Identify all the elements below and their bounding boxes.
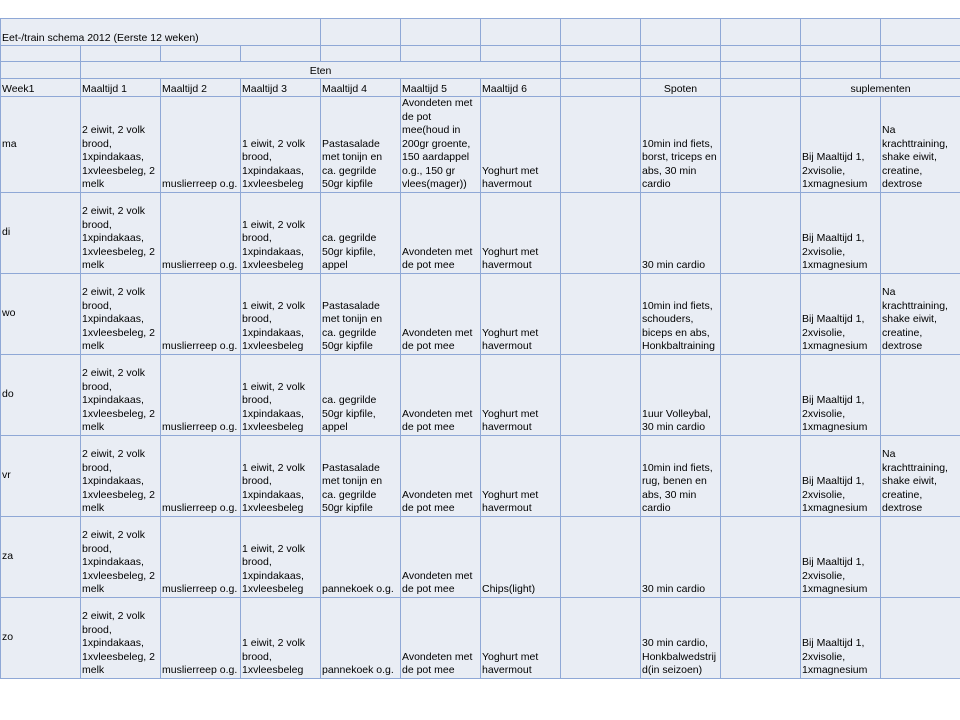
header-week[interactable]: Week1 <box>1 79 81 97</box>
maaltijd-3-cell[interactable]: 1 eiwit, 2 volk brood, 1xpindakaas, 1xvleesbeleg <box>241 273 321 354</box>
cell[interactable] <box>641 46 721 62</box>
day-row <box>1 597 960 678</box>
cell[interactable] <box>401 46 481 62</box>
cell[interactable] <box>721 354 801 435</box>
suplementen-1-cell[interactable]: Bij Maaltijd 1, 2xvisolie, 1xmagnesium <box>801 97 881 193</box>
blank-row <box>1 46 960 62</box>
maaltijd-3-cell[interactable]: 1 eiwit, 2 volk brood, 1xpindakaas, 1xvleesbeleg <box>241 435 321 516</box>
maaltijd-6-cell[interactable]: Yoghurt met havermout <box>481 97 561 193</box>
maaltijd-6-cell[interactable]: Yoghurt met havermout <box>481 273 561 354</box>
maaltijd-4-cell[interactable]: ca. gegrilde 50gr kipfile, appel <box>321 354 401 435</box>
maaltijd-1-cell[interactable]: 2 eiwit, 2 volk brood, 1xpindakaas, 1xvleesbeleg, 2 melk <box>81 354 161 435</box>
cell[interactable] <box>561 97 641 193</box>
maaltijd-2-cell[interactable]: muslierreep o.g. <box>161 97 241 193</box>
day-row <box>1 516 960 597</box>
suplementen-2-cell[interactable]: Na krachttraining, shake eiwit, creatine, dextrose <box>881 435 960 516</box>
cell[interactable] <box>561 516 641 597</box>
maaltijd-5-cell[interactable]: Avondeten met de pot mee(houd in 200gr groente, 150 aardappel o.g., 150 gr vlees(mager)) <box>401 97 481 193</box>
maaltijd-1-cell[interactable]: 2 eiwit, 2 volk brood, 1xpindakaas, 1xvleesbeleg, 2 melk <box>81 516 161 597</box>
maaltijd-2-cell[interactable]: muslierreep o.g. <box>161 435 241 516</box>
cell[interactable] <box>641 62 721 79</box>
maaltijd-5-cell[interactable]: Avondeten met de pot mee <box>401 273 481 354</box>
maaltijd-4-cell[interactable]: ca. gegrilde 50gr kipfile, appel <box>321 192 401 273</box>
day-label[interactable]: di <box>1 192 81 273</box>
spoten-cell[interactable]: 10min ind fiets, borst, triceps en abs, 30 min cardio <box>641 97 721 193</box>
maaltijd-1-cell[interactable]: 2 eiwit, 2 volk brood, 1xpindakaas, 1xvleesbeleg, 2 melk <box>81 435 161 516</box>
cell[interactable] <box>241 46 321 62</box>
header-maaltijd-5[interactable]: Maaltijd 5 <box>401 79 481 97</box>
maaltijd-1-cell[interactable]: 2 eiwit, 2 volk brood, 1xpindakaas, 1xvleesbeleg, 2 melk <box>81 97 161 193</box>
suplementen-1-cell[interactable]: Bij Maaltijd 1, 2xvisolie, 1xmagnesium <box>801 192 881 273</box>
sheet-title[interactable]: Eet-/train schema 2012 (Eerste 12 weken) <box>1 19 321 46</box>
maaltijd-3-cell[interactable]: 1 eiwit, 2 volk brood, 1xpindakaas, 1xvleesbeleg <box>241 192 321 273</box>
maaltijd-2-cell[interactable]: muslierreep o.g. <box>161 516 241 597</box>
cell[interactable] <box>721 97 801 193</box>
maaltijd-2-cell[interactable]: muslierreep o.g. <box>161 597 241 678</box>
cell[interactable] <box>561 46 641 62</box>
eten-header[interactable]: Eten <box>81 62 561 79</box>
cell[interactable] <box>801 46 881 62</box>
cell[interactable] <box>481 19 561 46</box>
cell[interactable] <box>721 46 801 62</box>
maaltijd-2-cell[interactable]: muslierreep o.g. <box>161 354 241 435</box>
day-row <box>1 354 960 435</box>
maaltijd-6-cell[interactable]: Yoghurt met havermout <box>481 354 561 435</box>
day-row <box>1 273 960 354</box>
cell[interactable] <box>641 19 721 46</box>
spoten-cell[interactable]: 30 min cardio <box>641 516 721 597</box>
cell[interactable] <box>1 62 81 79</box>
day-label[interactable]: wo <box>1 273 81 354</box>
cell[interactable] <box>721 435 801 516</box>
day-row <box>1 435 960 516</box>
suplementen-1-cell[interactable]: Bij Maaltijd 1, 2xvisolie, 1xmagnesium <box>801 597 881 678</box>
spoten-cell[interactable]: 10min ind fiets, rug, benen en abs, 30 min cardio <box>641 435 721 516</box>
cell[interactable] <box>561 354 641 435</box>
cell[interactable] <box>881 62 960 79</box>
suplementen-2-cell[interactable] <box>881 192 960 273</box>
title-row <box>1 19 960 46</box>
maaltijd-2-cell[interactable]: muslierreep o.g. <box>161 273 241 354</box>
cell[interactable] <box>161 46 241 62</box>
cell[interactable] <box>721 79 801 97</box>
day-row <box>1 97 960 193</box>
maaltijd-6-cell[interactable]: Chips(light) <box>481 516 561 597</box>
maaltijd-4-cell[interactable]: Pastasalade met tonijn en ca. gegrilde 50gr kipfile <box>321 435 401 516</box>
maaltijd-3-cell[interactable]: 1 eiwit, 2 volk brood, 1xpindakaas, 1xvleesbeleg <box>241 97 321 193</box>
maaltijd-3-cell[interactable]: 1 eiwit, 2 volk brood, 1xpindakaas, 1xvleesbeleg <box>241 516 321 597</box>
cell[interactable] <box>721 516 801 597</box>
cell[interactable] <box>561 435 641 516</box>
maaltijd-4-cell[interactable]: Pastasalade met tonijn en ca. gegrilde 50gr kipfile <box>321 273 401 354</box>
maaltijd-4-cell[interactable]: Pastasalade met tonijn en ca. gegrilde 50gr kipfile <box>321 97 401 193</box>
suplementen-2-cell[interactable] <box>881 597 960 678</box>
suplementen-2-cell[interactable]: Na krachttraining, shake eiwit, creatine, dextrose <box>881 97 960 193</box>
cell[interactable] <box>561 597 641 678</box>
cell[interactable] <box>721 62 801 79</box>
cell[interactable] <box>801 62 881 79</box>
day-label[interactable]: za <box>1 516 81 597</box>
maaltijd-5-cell[interactable]: Avondeten met de pot mee <box>401 435 481 516</box>
header-row <box>1 79 960 97</box>
maaltijd-6-cell[interactable]: Yoghurt met havermout <box>481 597 561 678</box>
maaltijd-6-cell[interactable]: Yoghurt met havermout <box>481 192 561 273</box>
cell[interactable] <box>321 19 401 46</box>
spoten-cell[interactable]: 30 min cardio, Honkbalwedstrijd(in seizoen) <box>641 597 721 678</box>
day-label[interactable]: do <box>1 354 81 435</box>
spoten-cell[interactable]: 1uur Volleybal, 30 min cardio <box>641 354 721 435</box>
maaltijd-6-cell[interactable]: Yoghurt met havermout <box>481 435 561 516</box>
header-maaltijd-6[interactable]: Maaltijd 6 <box>481 79 561 97</box>
maaltijd-3-cell[interactable]: 1 eiwit, 2 volk brood, 1xvleesbeleg <box>241 597 321 678</box>
suplementen-1-cell[interactable]: Bij Maaltijd 1, 2xvisolie, 1xmagnesium <box>801 354 881 435</box>
maaltijd-3-cell[interactable]: 1 eiwit, 2 volk brood, 1xpindakaas, 1xvleesbeleg <box>241 354 321 435</box>
cell[interactable] <box>481 46 561 62</box>
cell[interactable] <box>561 62 641 79</box>
header-maaltijd-2[interactable]: Maaltijd 2 <box>161 79 241 97</box>
cell[interactable] <box>561 273 641 354</box>
suplementen-1-cell[interactable]: Bij Maaltijd 1, 2xvisolie, 1xmagnesium <box>801 516 881 597</box>
suplementen-2-cell[interactable] <box>881 354 960 435</box>
day-label[interactable]: zo <box>1 597 81 678</box>
suplementen-2-cell[interactable] <box>881 516 960 597</box>
cell[interactable] <box>881 46 960 62</box>
cell[interactable] <box>321 46 401 62</box>
cell[interactable] <box>561 192 641 273</box>
maaltijd-5-cell[interactable]: Avondeten met de pot mee <box>401 192 481 273</box>
cell[interactable] <box>561 19 641 46</box>
maaltijd-4-cell[interactable]: pannekoek o.g. <box>321 597 401 678</box>
maaltijd-4-cell[interactable]: pannekoek o.g. <box>321 516 401 597</box>
suplementen-2-cell[interactable]: Na krachttraining, shake eiwit, creatine, dextrose <box>881 273 960 354</box>
header-spoten[interactable]: Spoten <box>641 79 721 97</box>
cell[interactable] <box>721 273 801 354</box>
maaltijd-1-cell[interactable]: 2 eiwit, 2 volk brood, 1xpindakaas, 1xvleesbeleg, 2 melk <box>81 273 161 354</box>
eten-row <box>1 62 960 79</box>
cell[interactable] <box>721 19 801 46</box>
suplementen-1-cell[interactable]: Bij Maaltijd 1, 2xvisolie, 1xmagnesium <box>801 435 881 516</box>
cell[interactable] <box>561 79 641 97</box>
day-label[interactable]: ma <box>1 97 81 193</box>
cell[interactable] <box>401 19 481 46</box>
spoten-cell[interactable]: 10min ind fiets, schouders, biceps en abs, Honkbaltraining <box>641 273 721 354</box>
header-maaltijd-3[interactable]: Maaltijd 3 <box>241 79 321 97</box>
cell[interactable] <box>1 46 81 62</box>
maaltijd-5-cell[interactable]: Avondeten met de pot mee <box>401 354 481 435</box>
cell[interactable] <box>801 19 881 46</box>
spoten-cell[interactable]: 30 min cardio <box>641 192 721 273</box>
header-maaltijd-1[interactable]: Maaltijd 1 <box>81 79 161 97</box>
cell[interactable] <box>881 19 960 46</box>
cell[interactable] <box>721 192 801 273</box>
day-row <box>1 192 960 273</box>
maaltijd-5-cell[interactable]: Avondeten met de pot mee <box>401 597 481 678</box>
suplementen-1-cell[interactable]: Bij Maaltijd 1, 2xvisolie, 1xmagnesium <box>801 273 881 354</box>
header-suplementen[interactable]: suplementen <box>801 79 960 97</box>
maaltijd-1-cell[interactable]: 2 eiwit, 2 volk brood, 1xpindakaas, 1xvleesbeleg, 2 melk <box>81 192 161 273</box>
maaltijd-2-cell[interactable]: muslierreep o.g. <box>161 192 241 273</box>
maaltijd-5-cell[interactable]: Avondeten met de pot mee <box>401 516 481 597</box>
cell[interactable] <box>721 597 801 678</box>
header-maaltijd-4[interactable]: Maaltijd 4 <box>321 79 401 97</box>
day-label[interactable]: vr <box>1 435 81 516</box>
cell[interactable] <box>81 46 161 62</box>
schedule-table <box>0 18 960 679</box>
maaltijd-1-cell[interactable]: 2 eiwit, 2 volk brood, 1xpindakaas, 1xvleesbeleg, 2 melk <box>81 597 161 678</box>
